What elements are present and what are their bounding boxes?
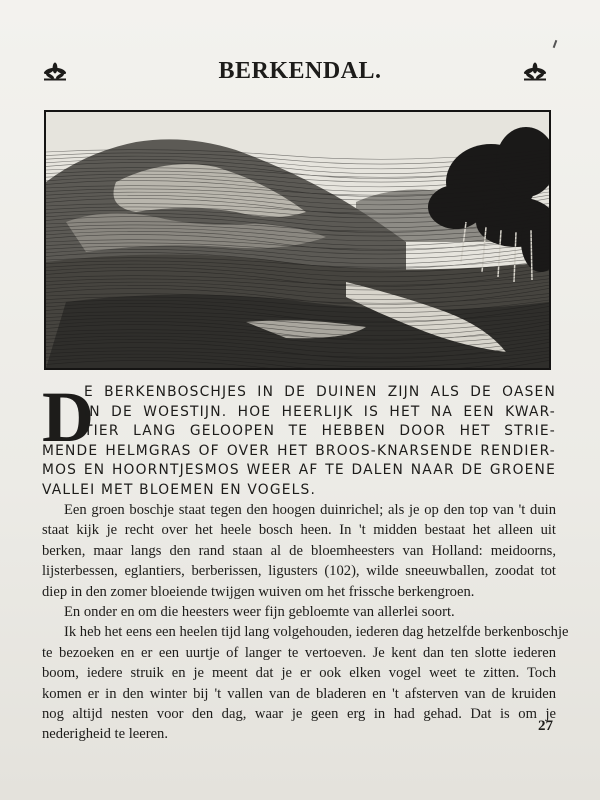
intro-line: E BERKENBOSCHJES IN DE DUINEN ZIJN ALS DE OASEN	[84, 384, 556, 400]
page-title: BERKENDAL.	[218, 58, 382, 84]
pencil-mark	[553, 40, 558, 48]
body-line: te bezoeken en er een uurtje of langer te vertoeven. Je kent dan ten slotte iederen	[42, 644, 556, 661]
body-line: lijsterbessen, eglantiers, berberissen, ligusters (102), wilde sneeuwballen, zoodat tot	[42, 563, 556, 580]
body-text	[42, 500, 569, 745]
intro-line: TIER LANG GELOOPEN TE HEBBEN DOOR HET STRIE-	[84, 423, 556, 439]
page-number: 27	[538, 718, 553, 734]
body-line: nog altijd nesten voor den dag, waar je geen erg in had gehad. Dat is om je	[42, 706, 556, 723]
intro-line: VALLEI MET BLOEMEN EN VOGELS.	[42, 481, 317, 498]
intro-line: MOS EN HOORNTJESMOS WEER AF TE DALEN NAAR DE GROENE	[42, 462, 556, 478]
woodcut-image	[46, 112, 549, 368]
dune-landscape-illustration	[44, 110, 551, 370]
intro-line: MENDE HELMGRAS OF OVER HET BROOS-KNARSENDE RENDIER-	[42, 442, 556, 459]
drop-cap: D	[42, 377, 94, 457]
body-line: komen er in den winter bij 't vallen van de bladeren en 't afsterven van de kruiden	[42, 685, 556, 702]
body-line: Ik heb het eens een heelen tijd lang volgehouden, iederen dag hetzelfde berkenboschje	[64, 624, 569, 641]
body-line: nederigheid te leeren.	[42, 726, 169, 743]
body-line: Een groen boschje staat tegen den hoogen duinrichel; als je op den top van 't duin	[64, 502, 556, 518]
body-line: staat kijk je recht over het heele bosch heen. In 't midden bestaat het alleen uit	[42, 522, 556, 539]
intro-paragraph	[42, 383, 556, 500]
body-line: diep in den zomer bloeiende twijgen wuiven om het frissche berkengroen.	[42, 583, 475, 600]
body-line: En onder en om die heesters weer fijn gebloemte van allerlei soort.	[64, 604, 455, 621]
body-line: berken, maar langs den rand staan al de bloemheesters van Holland: meidoorns,	[42, 542, 556, 559]
intro-line: IN DE WOESTIJN. HOE HEERLIJK IS HET NA EEN KWAR-	[84, 403, 556, 420]
body-line: boom, iedere struik en je meent dat je er ook elken vogel weet te zitten. Toch	[42, 665, 556, 682]
